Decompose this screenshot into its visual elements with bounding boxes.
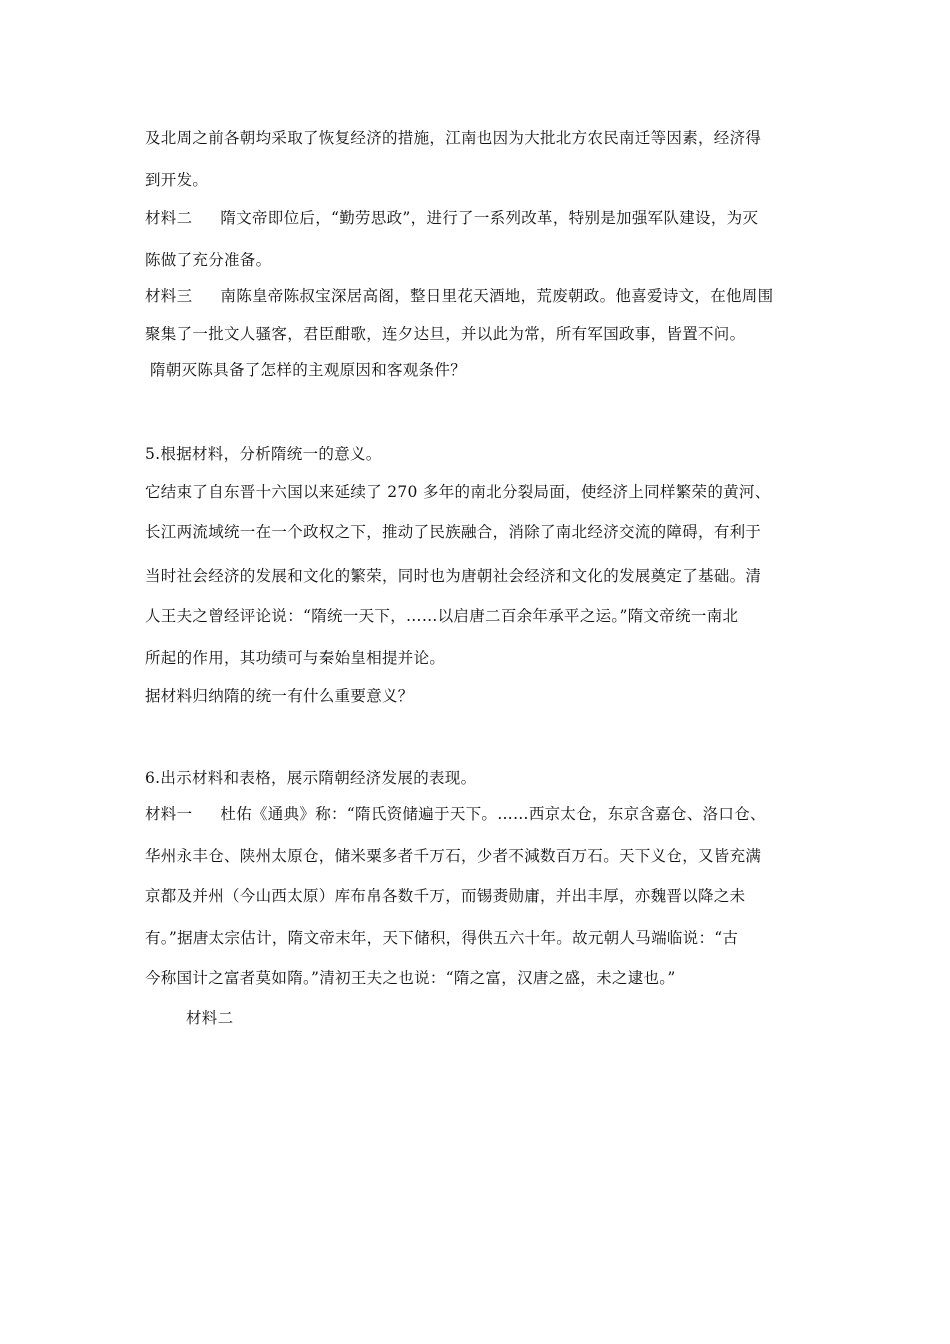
section5-question: 据材料归纳隋的统一有什么重要意义？ [145,687,414,705]
section6-material1 [145,804,766,824]
section6-material1-line-4: 有。”据唐太宗估计，隋文帝末年，天下储积，得供五六十年。故元朝人马端临说：“古 [145,929,739,947]
material-text: 隋文帝即位后，“勤劳思政”，进行了一系列改革，特别是加强军队建设，为灭 [220,209,759,227]
section5-line-5: 所起的作用，其功绩可与秦始皇相提并论。 [145,649,446,667]
material-text: 南陈皇帝陈叔宝深居高阁，整日里花天酒地，荒废朝政。他喜爱诗文，在他周围 [220,287,774,305]
section5-line-2: 长江两流域统一在一个政权之下，推动了民族融合，消除了南北经济交流的障碍，有利于 [145,523,762,541]
section4-material2-line-2: 陈做了充分准备。 [145,251,272,269]
section4-line-1: 及北周之前各朝均采取了恢复经济的措施，江南也因为大批北方农民南迁等因素，经济得 [145,129,762,147]
section4-line-2: 到开发。 [145,171,209,189]
section6-material2-label: 材料二 [186,1009,234,1027]
section6-material1-line-3: 京都及并州（今山西太原）库布帛各数千万，而锡赉勋庸，并出丰厚，亦魏晋以降之未 [145,887,746,905]
section4-material3-line-2: 聚集了一批文人骚客，君臣酣歌，连夕达旦，并以此为常，所有军国政事，皆置不问。 [145,325,746,343]
material-label: 材料三 [145,287,193,305]
material-text: 杜佑《通典》称：“隋氏资储遍于天下。……西京太仓，东京含嘉仓、洛口仓、 [220,805,766,823]
section6-material1-line-2: 华州永丰仓、陕州太原仓，储米粟多者千万石，少者不減数百万石。天下义仓，又皆充满 [145,847,762,865]
section5-heading: 5.根据材料，分析隋统一的意义。 [145,445,382,463]
section4-question: 隋朝灭陈具备了怎样的主观原因和客观条件？ [150,361,467,379]
section4-material2 [145,208,758,228]
section5-line-3: 当时社会经济的发展和文化的繁荣，同时也为唐朝社会经济和文化的发展奠定了基础。清 [145,567,762,585]
section6-heading: 6.出示材料和表格，展示隋朝经济发展的表现。 [145,769,477,787]
section4-material3 [145,286,773,306]
section5-line-1: 它结束了自东晋十六国以来延续了 270 多年的南北分裂局面，使经济上同样繁荣的黄河、 [145,483,771,501]
material-label: 材料二 [145,209,193,227]
section5-line-4: 人王夫之曾经评论说：“隋统一天下，……以启唐二百余年承平之运。”隋文帝统一南北 [145,607,739,625]
section6-material1-line-5: 今称国计之富者莫如隋。”清初王夫之也说：“隋之富，汉唐之盛，未之逮也。” [145,969,676,987]
material-label: 材料一 [145,805,193,823]
